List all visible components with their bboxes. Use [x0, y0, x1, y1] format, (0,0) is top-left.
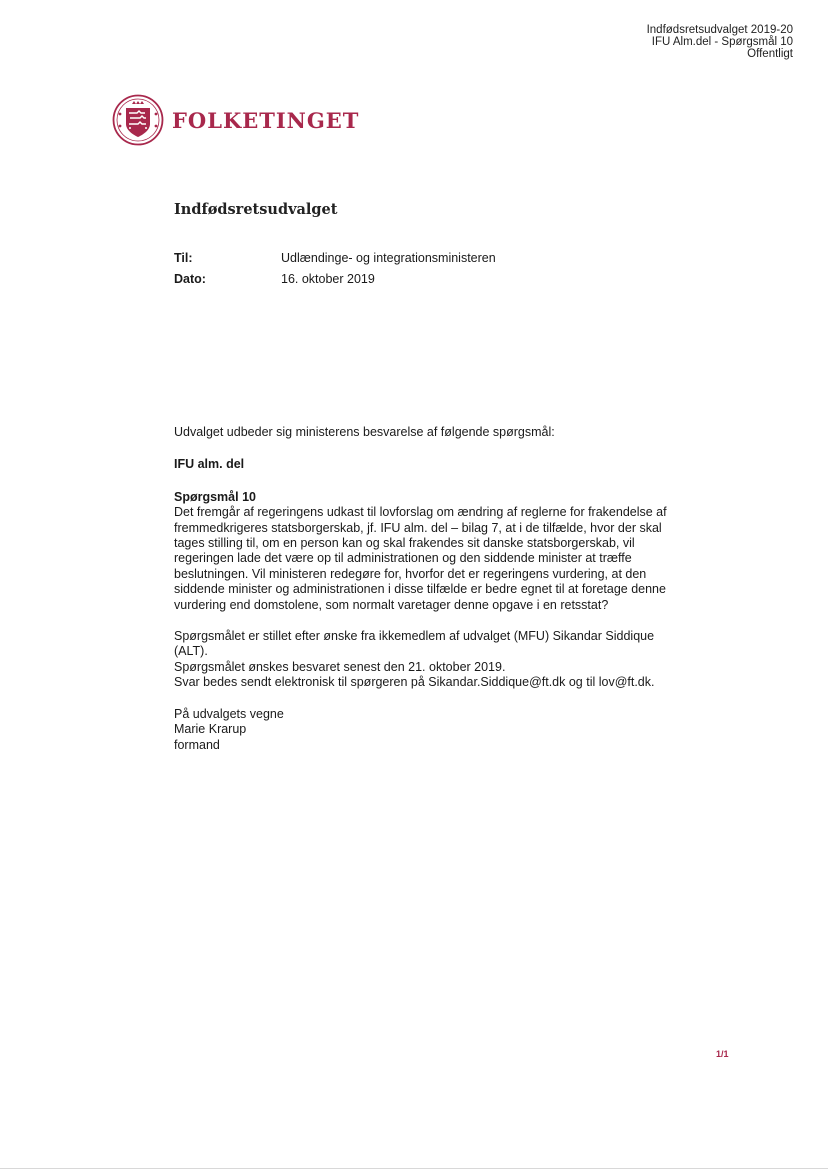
- question-text: Det fremgår af regeringens udkast til lovforslag om ændring af reglerne for frakendelse af fremmedkrigeres statsborgerskab, jf. IFU alm. del – bilag 7, at i de tilfælde, hvor der skal tages stilling til, om en person kan og skal frakendes sit danske statsborgerskab, vil regeringen lade det være op til administrationen og den siddende minister at træffe beslutningen. Vil ministeren redegøre for, hvorfor det er regeringens vurdering, at den siddende minister og administrationen i disse tilfælde er bedre egnet til at foretage denne vurdering end domstolene, som normalt varetager denne opgave i en retsstat?: [174, 505, 667, 612]
- signature-block: [174, 707, 669, 753]
- question-title: Spørgsmål 10: [174, 489, 256, 504]
- coat-of-arms-icon: [112, 94, 164, 146]
- stamp-line-reference: IFU Alm.del - Spørgsmål 10: [651, 36, 793, 48]
- signature-line-behalf: På udvalgets vegne: [174, 706, 284, 721]
- note-asked-by: Spørgsmålet er stillet efter ønske fra ikkemedlem af udvalget (MFU) Sikandar Siddique (ALT).: [174, 629, 655, 659]
- stamp-line-committee: Indfødsretsudvalget 2019-20: [646, 24, 793, 36]
- stamp-line-status: Offentligt: [747, 48, 793, 60]
- intro-text: Udvalget udbeder sig ministerens besvarelse af følgende spørgsmål:: [174, 425, 555, 439]
- note-deadline: Spørgsmålet ønskes besvaret senest den 21. oktober 2019.: [174, 659, 506, 674]
- committee-heading: Indfødsretsudvalget: [174, 201, 338, 218]
- letter-body: [174, 425, 669, 753]
- document-reference: IFU alm. del: [174, 457, 245, 472]
- letter-metadata: [174, 248, 496, 290]
- recipient-row: [174, 248, 496, 269]
- signature-name: Marie Krarup: [174, 722, 247, 737]
- date-value: 16. oktober 2019: [281, 272, 375, 286]
- date-label: Dato:: [174, 272, 206, 286]
- question-notes: [174, 629, 669, 691]
- note-reply-address: Svar bedes sendt elektronisk til spørgeren på Sikandar.Siddique@ft.dk og til lov@ft.dk.: [174, 675, 655, 690]
- recipient-value: Udlændinge- og integrationsministeren: [281, 251, 496, 265]
- logo-wordmark: FOLKETINGET: [172, 107, 360, 133]
- recipient-label: Til:: [174, 251, 193, 265]
- folketinget-logo: [112, 94, 359, 146]
- document-stamp: [647, 24, 793, 60]
- signature-title: formand: [174, 737, 220, 752]
- date-row: [174, 269, 496, 290]
- page-number: 1/1: [716, 1049, 729, 1059]
